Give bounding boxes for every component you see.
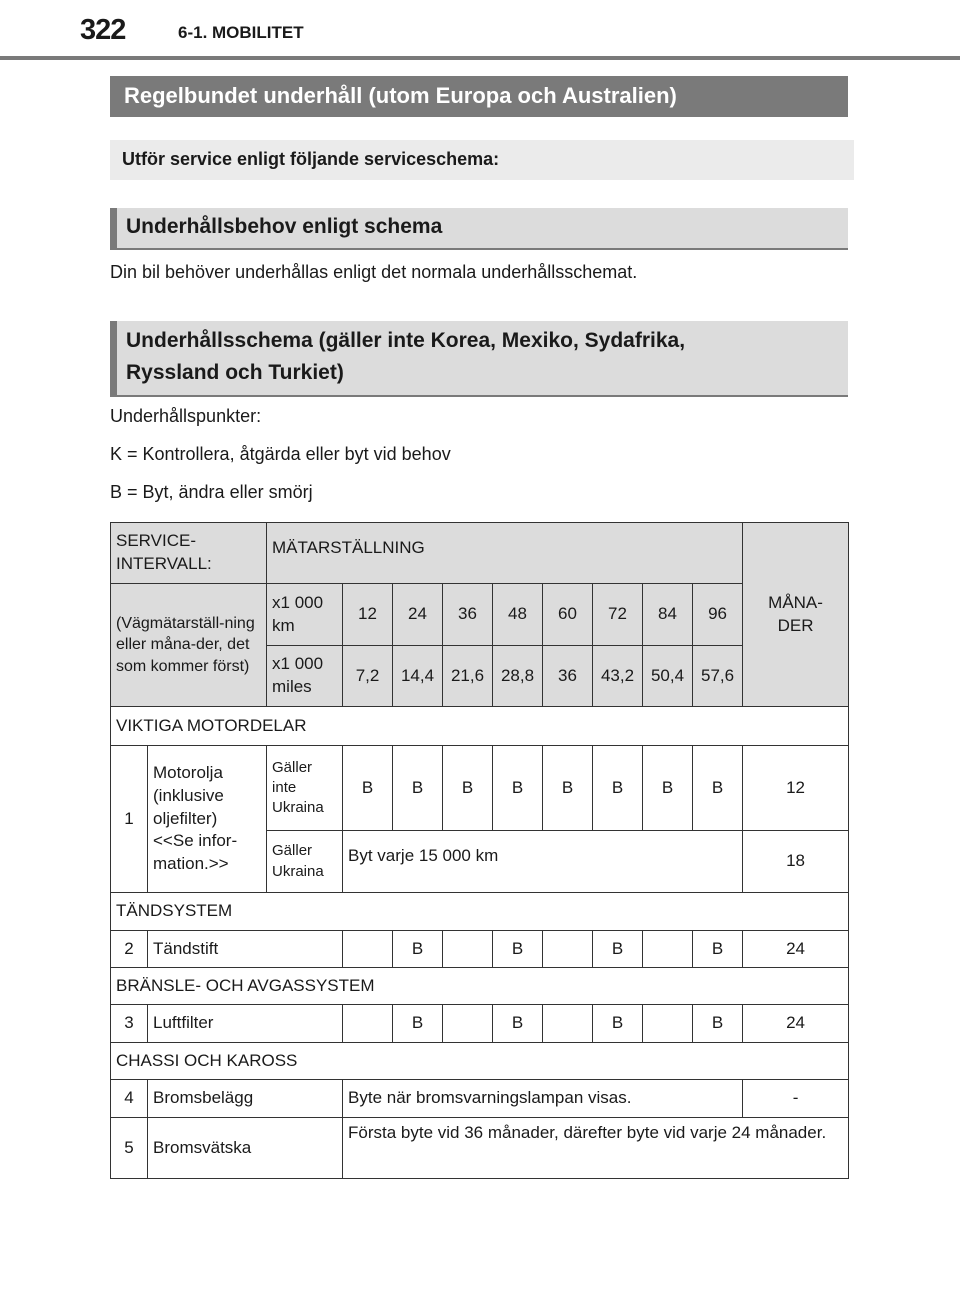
km-value: 12	[343, 584, 393, 646]
schedule-text: Byte när bromsvarningslampan visas.	[343, 1080, 743, 1118]
schedule-cell	[343, 1005, 393, 1043]
schedule-cell: B	[343, 746, 393, 831]
heading-schedule	[110, 321, 848, 397]
schedule-text: Byt varje 15 000 km	[343, 831, 743, 893]
header-divider	[0, 56, 960, 60]
item-name: Luftfilter	[148, 1005, 343, 1043]
item-number: 1	[111, 746, 148, 893]
paragraph: Din bil behöver underhållas enligt det normala underhållsschemat.	[110, 262, 638, 282]
heading-maintenance-need: Underhållsbehov enligt schema	[110, 208, 848, 250]
page-number: 322	[80, 14, 126, 46]
schedule-text: Första byte vid 36 månader, därefter byte vid varje 24 månader.	[343, 1118, 849, 1179]
section-chassis: CHASSI OCH KAROSS	[111, 1043, 849, 1080]
schedule-cell: B	[543, 746, 593, 831]
miles-value: 43,2	[593, 646, 643, 707]
item-name: Tändstift	[148, 931, 343, 968]
legend-intro: Underhållspunkter:	[110, 406, 262, 426]
service-interval-header: SERVICE-INTERVALL:	[111, 523, 267, 584]
schedule-cell: B	[493, 746, 543, 831]
months-cell: 24	[743, 1005, 849, 1043]
schedule-cell: B	[393, 1005, 443, 1043]
odometer-header: MÄTARSTÄLLNING	[267, 523, 743, 584]
miles-value: 7,2	[343, 646, 393, 707]
km-value: 60	[543, 584, 593, 646]
schedule-cell: B	[643, 746, 693, 831]
schedule-cell: B	[493, 931, 543, 968]
months-cell: 12	[743, 746, 849, 831]
schedule-cell	[643, 931, 693, 968]
item-number: 5	[111, 1118, 148, 1179]
interval-note: (Vägmätarställ-ning eller måna-der, det som kommer först)	[111, 584, 267, 707]
schedule-cell: B	[393, 746, 443, 831]
miles-value: 36	[543, 646, 593, 707]
maintenance-table	[110, 522, 849, 1179]
miles-value: 50,4	[643, 646, 693, 707]
schedule-cell: B	[593, 931, 643, 968]
miles-value: 21,6	[443, 646, 493, 707]
heading-line: Underhållsschema (gäller inte Korea, Mexiko, Sydafrika,	[126, 329, 686, 352]
km-value: 24	[393, 584, 443, 646]
miles-value: 57,6	[693, 646, 743, 707]
months-cell: 24	[743, 931, 849, 968]
miles-label: x1 000 miles	[267, 646, 343, 707]
schedule-cell	[443, 931, 493, 968]
section-engine: VIKTIGA MOTORDELAR	[111, 707, 849, 746]
condition: Gäller Ukraina	[267, 831, 343, 893]
miles-value: 14,4	[393, 646, 443, 707]
months-header: MÅNA-DER	[743, 523, 849, 707]
heading-line: Ryssland och Turkiet)	[126, 361, 344, 384]
item-name: Bromsbelägg	[148, 1080, 343, 1118]
page-title: Regelbundet underhåll (utom Europa och Australien)	[110, 76, 848, 117]
item-name: Motorolja (inklusive oljefilter) <<Se infor-mation.>>	[148, 746, 267, 893]
km-value: 72	[593, 584, 643, 646]
months-cell: 18	[743, 831, 849, 893]
schedule-cell	[443, 1005, 493, 1043]
item-number: 4	[111, 1080, 148, 1118]
schedule-cell	[543, 1005, 593, 1043]
months-cell: -	[743, 1080, 849, 1118]
schedule-cell: B	[393, 931, 443, 968]
km-value: 84	[643, 584, 693, 646]
km-value: 36	[443, 584, 493, 646]
km-value: 48	[493, 584, 543, 646]
item-number: 3	[111, 1005, 148, 1043]
schedule-cell: B	[693, 1005, 743, 1043]
item-name: Bromsvätska	[148, 1118, 343, 1179]
schedule-cell: B	[593, 746, 643, 831]
schedule-cell: B	[693, 746, 743, 831]
schedule-cell	[643, 1005, 693, 1043]
item-number: 2	[111, 931, 148, 968]
miles-value: 28,8	[493, 646, 543, 707]
section-title: 6-1. MOBILITET	[178, 23, 304, 42]
legend-k: K = Kontrollera, åtgärda eller byt vid behov	[110, 444, 451, 464]
condition: Gäller inte Ukraina	[267, 746, 343, 831]
schedule-cell: B	[593, 1005, 643, 1043]
section-ignition: TÄNDSYSTEM	[111, 893, 849, 931]
km-value: 96	[693, 584, 743, 646]
schedule-cell	[543, 931, 593, 968]
section-fuel: BRÄNSLE- OCH AVGASSYSTEM	[111, 968, 849, 1005]
schedule-cell: B	[443, 746, 493, 831]
legend-b: B = Byt, ändra eller smörj	[110, 482, 313, 502]
schedule-cell: B	[693, 931, 743, 968]
schedule-cell	[343, 931, 393, 968]
schedule-cell: B	[493, 1005, 543, 1043]
lead-text: Utför service enligt följande serviceschema:	[110, 140, 854, 180]
km-label: x1 000 km	[267, 584, 343, 646]
